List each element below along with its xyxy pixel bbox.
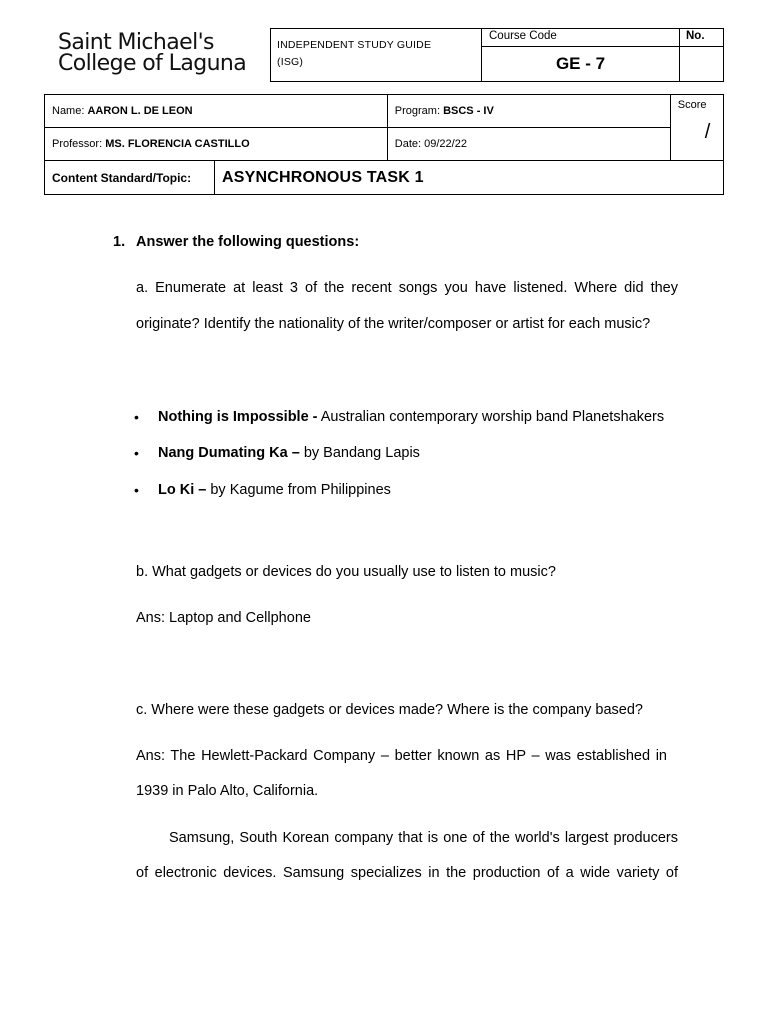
song-detail: by Kagume from Philippines (206, 482, 391, 498)
study-guide-abbr: (ISG) (277, 56, 304, 68)
professor-cell (45, 128, 388, 161)
study-guide-title: INDEPENDENT STUDY GUIDE (277, 39, 432, 51)
number-label: No. (679, 28, 724, 47)
question-b: b. What gadgets or devices do you usually use to listen to music? (136, 564, 556, 580)
question-number: 1. (113, 234, 126, 250)
list-item (158, 445, 420, 461)
student-info-table (44, 94, 724, 195)
name-label: Name: (52, 105, 85, 117)
list-item (158, 482, 391, 498)
professor-label: Professor: (52, 138, 103, 150)
program-label: Program: (394, 105, 441, 117)
samsung-line1: Samsung, South Korean company that is one of the world's largest producers (169, 830, 678, 846)
program-cell (387, 95, 670, 128)
student-name: AARON L. DE LEON (87, 105, 193, 117)
school-name-line1: Saint Michael's (58, 30, 214, 55)
song-title: Lo Ki – (158, 482, 207, 498)
question-a-line2: originate? Identify the nationality of the writer/composer or artist for each music? (136, 316, 651, 332)
course-code-value: GE - 7 (481, 46, 680, 82)
date-label: Date: (394, 138, 422, 150)
study-guide-box (270, 28, 482, 82)
score-label: Score (677, 99, 707, 111)
course-code-label: Course Code (481, 28, 680, 47)
answer-c-line2: 1939 in Palo Alto, California. (136, 783, 319, 799)
song-detail: by Bandang Lapis (299, 445, 420, 461)
song-title: Nang Dumating Ka – (158, 445, 300, 461)
bullet-glyph: • (134, 409, 139, 425)
score-cell (670, 95, 723, 161)
name-cell (45, 95, 388, 128)
list-item (158, 409, 664, 425)
answer-b: Ans: Laptop and Cellphone (136, 610, 311, 626)
school-logo (58, 32, 246, 74)
song-title: Nothing is Impossible - (158, 409, 318, 425)
date-value: 09/22/22 (424, 138, 467, 150)
song-detail: Australian contemporary worship band Planetshakers (317, 409, 665, 425)
program-value: BSCS - IV (443, 105, 494, 117)
question-heading: Answer the following questions: (136, 234, 360, 250)
professor-name: MS. FLORENCIA CASTILLO (105, 138, 250, 150)
bullet-glyph: • (134, 445, 139, 461)
bullet-glyph: • (134, 482, 139, 498)
score-value: / (704, 121, 711, 143)
date-cell (387, 128, 670, 161)
topic-value: ASYNCHRONOUS TASK 1 (215, 161, 724, 195)
answer-c-line1: Ans: The Hewlett-Packard Company – better known as HP – was established in (136, 748, 667, 764)
question-c: c. Where were these gadgets or devices made? Where is the company based? (136, 702, 643, 718)
number-value (679, 46, 724, 82)
topic-label: Content Standard/Topic: (45, 161, 215, 195)
question-a-line1: a. Enumerate at least 3 of the recent songs you have listened. Where did they (136, 280, 678, 296)
samsung-line2: of electronic devices. Samsung specializes in the production of a wide variety of (136, 865, 678, 881)
school-name-line2: College of Laguna (58, 51, 247, 76)
